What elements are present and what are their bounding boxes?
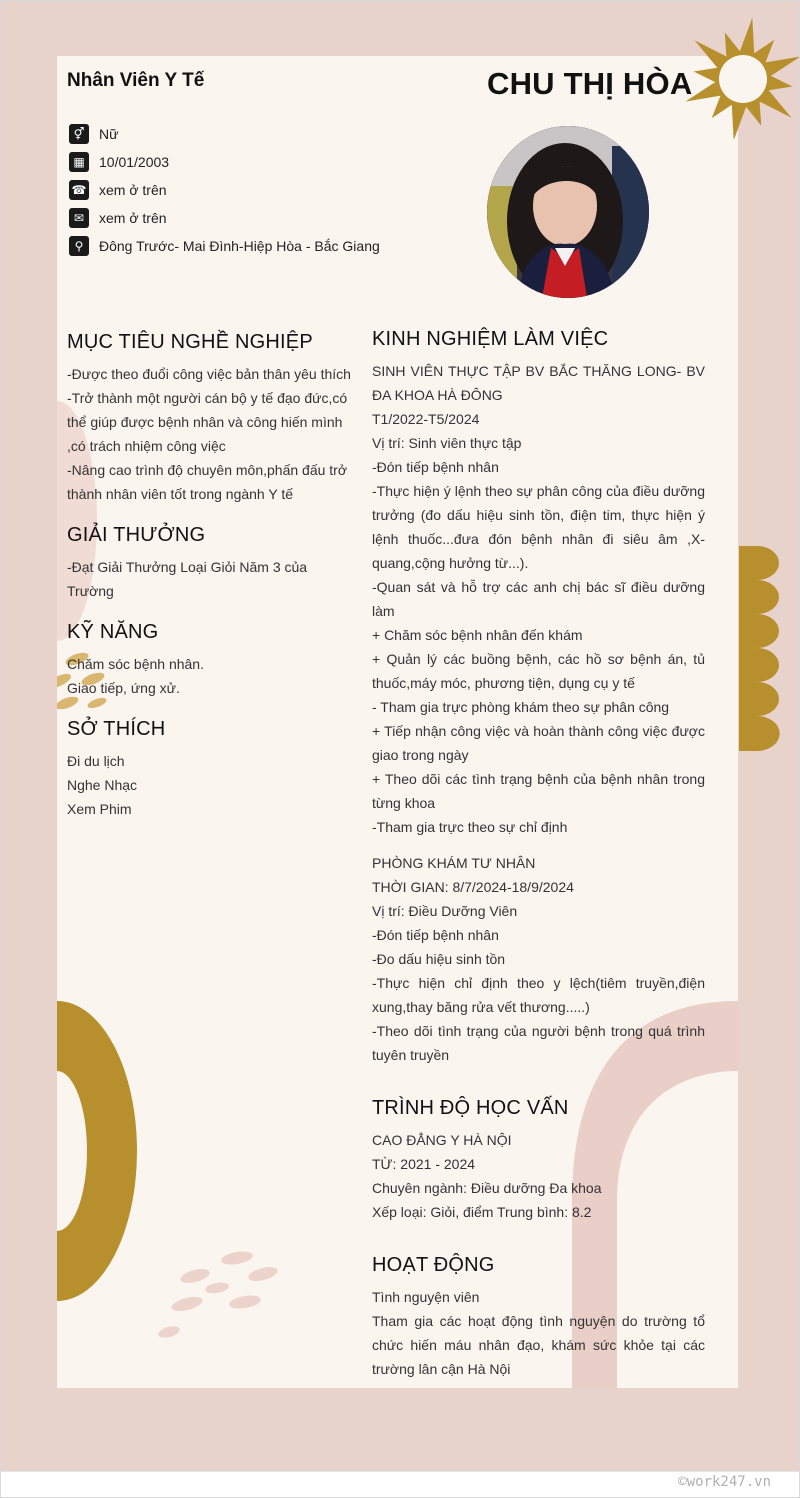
skills-lines	[67, 652, 357, 700]
contact-info	[69, 120, 380, 260]
decorative-pink-petals	[155, 1246, 285, 1346]
text-line: -Đo dấu hiệu sinh tồn	[372, 951, 506, 967]
text-line: Chăm sóc bệnh nhân.	[67, 656, 204, 672]
gender-icon: ⚥	[69, 124, 89, 144]
text-line: + Tiếp nhận công việc và hoàn thành công việc được giao trong ngày	[372, 723, 705, 763]
text-line: Chuyên ngành: Điều dưỡng Đa khoa	[372, 1180, 602, 1196]
text-line: Đi du lịch	[67, 753, 125, 769]
text-line: Nghe Nhạc	[67, 777, 138, 793]
text-line: Vị trí: Điều Dưỡng Viên	[372, 903, 518, 919]
text-line: + Chăm sóc bệnh nhân đến khám	[372, 627, 583, 643]
text-line: T1/2022-T5/2024	[372, 411, 480, 427]
text-line: SINH VIÊN THỰC TẬP BV BẮC THĂNG LONG- BV ĐA KHOA HÀ ĐÔNG	[372, 363, 705, 403]
text-line: -Theo dõi tình trạng của người bệnh trong quá trình tuyên truyền	[372, 1023, 705, 1063]
contact-row	[69, 232, 380, 260]
contact-row	[69, 120, 380, 148]
awards-title: GIẢI THƯỞNG	[67, 524, 206, 546]
text-line: Giao tiếp, ứng xử.	[67, 680, 180, 696]
resume-paper	[57, 56, 738, 1388]
email-icon: ✉	[69, 208, 89, 228]
phone-icon: ☎	[69, 180, 89, 200]
contact-row	[69, 148, 380, 176]
activities-lines	[372, 1285, 705, 1381]
experience-title: KINH NGHIỆM LÀM VIỆC	[372, 328, 609, 350]
objective-title: MỤC TIÊU NGHỀ NGHIỆP	[67, 331, 313, 353]
text-line: PHÒNG KHÁM TƯ NHÂN	[372, 855, 536, 871]
text-line: -Đón tiếp bệnh nhân	[372, 927, 499, 943]
text-line: -Thực hiện chỉ định theo y lệch(tiêm truyền,điện xung,thay băng rửa vết thương.....)	[372, 975, 705, 1015]
text-line: Tình nguyện viên	[372, 1289, 480, 1305]
awards-section	[67, 524, 357, 603]
hobbies-title: SỞ THÍCH	[67, 718, 166, 740]
text-line: -Trở thành một người cán bộ y tế đạo đức,có thể giúp được bệnh nhân và công hiến mình ,có trách nhiệm công việc	[67, 390, 348, 454]
text-line: Xem Phim	[67, 801, 132, 817]
text-line: -Quan sát và hỗ trợ các anh chị bác sĩ điều dưỡng làm	[372, 579, 705, 619]
activities-section	[372, 1254, 705, 1381]
profile-photo	[487, 126, 649, 298]
hobbies-section	[67, 718, 357, 821]
right-column	[372, 328, 705, 1388]
candidate-name: CHU THỊ HÒA	[487, 66, 693, 101]
text-line: - Tham gia trực phòng khám theo sự phân công	[372, 699, 670, 715]
text-line: Tham gia các hoạt động tình nguyện do trường tổ chức hiến máu nhân đạo, khám sức khỏe tại các trường lân cận Hà Nội	[372, 1313, 705, 1377]
job-title: Nhân Viên Y Tế	[67, 70, 205, 91]
hobbies-lines	[67, 749, 357, 821]
decorative-scallop-shape	[739, 546, 781, 751]
text-line: TỪ: 2021 - 2024	[372, 1156, 476, 1172]
text-line: Vị trí: Sinh viên thực tập	[372, 435, 522, 451]
contact-row	[69, 204, 380, 232]
contact-text: 10/01/2003	[99, 154, 170, 170]
text-line: -Được theo đuổi công việc bản thân yêu thích	[67, 366, 351, 382]
birthday-cake-icon: ▦	[69, 152, 89, 172]
text-line: + Theo dõi các tình trạng bệnh của bệnh nhân trong từng khoa	[372, 771, 705, 811]
text-line: Xếp loại: Giỏi, điểm Trung bình: 8.2	[372, 1204, 592, 1220]
decorative-starburst-icon	[681, 9, 800, 139]
contact-text: xem ở trên	[99, 210, 167, 226]
education-lines	[372, 1128, 705, 1224]
contact-row	[69, 176, 380, 204]
awards-lines	[67, 555, 357, 603]
left-column	[67, 331, 357, 839]
objective-lines	[67, 362, 357, 506]
profile-photo-image	[487, 126, 649, 298]
activities-title: HOẠT ĐỘNG	[372, 1254, 495, 1276]
text-line: CAO ĐẲNG Y HÀ NỘI	[372, 1132, 512, 1148]
text-line: -Đón tiếp bệnh nhân	[372, 459, 499, 475]
objective-section	[67, 331, 357, 506]
decorative-gold-half-circle	[57, 1001, 137, 1301]
experience-block-2	[372, 851, 705, 1067]
text-line: -Đạt Giải Thưởng Loại Giỏi Năm 3 của Trường	[67, 559, 308, 599]
experience-section	[372, 328, 705, 1067]
location-pin-icon: ⚲	[69, 236, 89, 256]
text-line: -Thực hiện ý lệnh theo sự phân công của điều dưỡng trưởng (đo dấu hiệu sinh tồn, điện tim, thực hiện ý lệnh thuốc...đưa đón bệnh nhân đi siêu âm ,X-quang,cộng hưởng từ...).	[372, 483, 705, 571]
contact-text: Đông Trước- Mai Đình-Hiệp Hòa - Bắc Giang	[99, 238, 380, 254]
education-title: TRÌNH ĐỘ HỌC VẤN	[372, 1097, 569, 1119]
education-section	[372, 1097, 705, 1224]
skills-title: KỸ NĂNG	[67, 621, 159, 643]
text-line: -Tham gia trực theo sự chỉ định	[372, 819, 568, 835]
text-line: -Nâng cao trình độ chuyên môn,phấn đấu trở thành nhân viên tốt trong ngành Y tế	[67, 462, 348, 502]
watermark: ©work247.vn	[678, 1474, 771, 1490]
contact-text: Nữ	[99, 126, 119, 142]
skills-section	[67, 621, 357, 700]
text-line: THỜI GIAN: 8/7/2024-18/9/2024	[372, 879, 574, 895]
contact-text: xem ở trên	[99, 182, 167, 198]
text-line: + Quản lý các buồng bệnh, các hồ sơ bệnh án, tủ thuốc,máy móc, phương tiện, dụng cụ y tế	[372, 651, 705, 691]
experience-block-1	[372, 359, 705, 839]
